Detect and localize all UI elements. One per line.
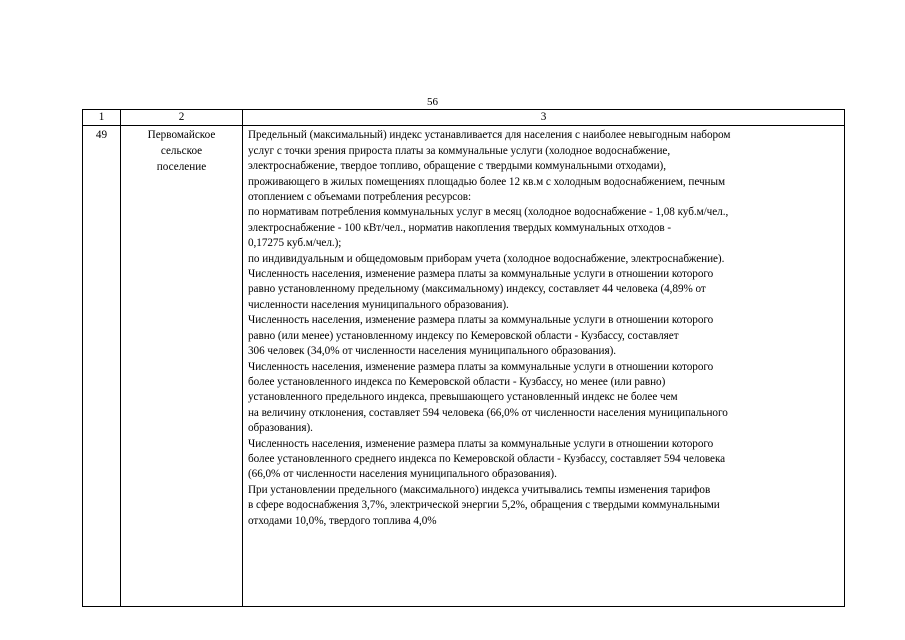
description-line: по нормативам потребления коммунальных услуг в месяц (холодное водоснабжение - 1,08 куб.м/чел.,: [248, 206, 729, 219]
description-line: по индивидуальным и общедомовым приборам учета (холодное водоснабжение, электроснабжение).: [248, 252, 725, 265]
description-line: Численность населения, изменение размера платы за коммунальные услуги в отношении которого: [248, 314, 714, 327]
description-line: При установлении предельного (максимального) индекса учитывались темпы изменения тарифов: [248, 483, 711, 496]
description-line: электроснабжение, твердое топливо, обращение с твердыми коммунальными отходами),: [248, 160, 666, 173]
description-line: более установленного среднего индекса по Кемеровской области - Кузбассу, составляет 594 человека: [248, 452, 726, 465]
settlement-name-line: поселение: [156, 160, 207, 173]
description-line: более установленного индекса по Кемеровской области - Кузбассу, но менее (или равно): [248, 375, 666, 388]
description-line: численности населения муниципального образования).: [248, 298, 509, 311]
description-line: равно (или менее) установленному индексу по Кемеровской области - Кузбассу, составляет: [248, 329, 679, 342]
header-cell-2: 2: [121, 110, 243, 126]
description-line: отходами 10,0%, твердого топлива 4,0%: [248, 514, 437, 527]
description-line: Численность населения, изменение размера платы за коммунальные услуги в отношении которого: [248, 360, 714, 373]
description-line: отоплением с объемами потребления ресурсов:: [248, 191, 472, 204]
description-line: 0,17275 куб.м/чел.);: [248, 237, 342, 250]
description-line: в сфере водоснабжения 3,7%, электрической энергии 5,2%, обращения с твердыми коммунальными: [248, 499, 720, 512]
description-line: электроснабжение - 100 кВт/чел., норматив накопления твердых коммунальных отходов -: [248, 221, 672, 234]
header-cell-1: 1: [83, 110, 121, 126]
description-line: равно установленному предельному (максимальному) индексу, составляет 44 человека (4,89% от: [248, 283, 706, 296]
settlement-name-line: Первомайское: [147, 129, 216, 142]
tariff-index-table: [82, 109, 845, 607]
page-number: 56: [427, 96, 438, 108]
description-line: услуг с точки зрения прироста платы за коммунальные услуги (холодное водоснабжение,: [248, 144, 671, 157]
description-line: Предельный (максимальный) индекс устанавливается для населения с наиболее невыгодным набором: [248, 129, 731, 142]
index-description: [243, 126, 845, 607]
description-line: установленного предельного индекса, превышающего установленный индекс не более чем: [248, 391, 678, 404]
description-line: проживающего в жилых помещениях площадью более 12 кв.м с холодным водоснабжением, печным: [248, 175, 725, 188]
description-line: 306 человек (34,0% от численности населения муниципального образования).: [248, 345, 616, 358]
table-row: [83, 126, 845, 607]
description-line: Численность населения, изменение размера платы за коммунальные услуги в отношении которого: [248, 437, 714, 450]
settlement-name: [121, 126, 243, 607]
settlement-name-line: сельское: [160, 145, 203, 157]
header-cell-3: 3: [243, 110, 845, 126]
row-number: 49: [83, 126, 121, 607]
description-line: образования).: [248, 422, 313, 435]
description-line: Численность населения, изменение размера платы за коммунальные услуги в отношении которого: [248, 268, 714, 281]
description-line: (66,0% от численности населения муниципального образования).: [248, 468, 557, 481]
table-header-row: [83, 110, 845, 126]
description-line: на величину отклонения, составляет 594 человека (66,0% от численности населения муниципального: [248, 406, 728, 419]
